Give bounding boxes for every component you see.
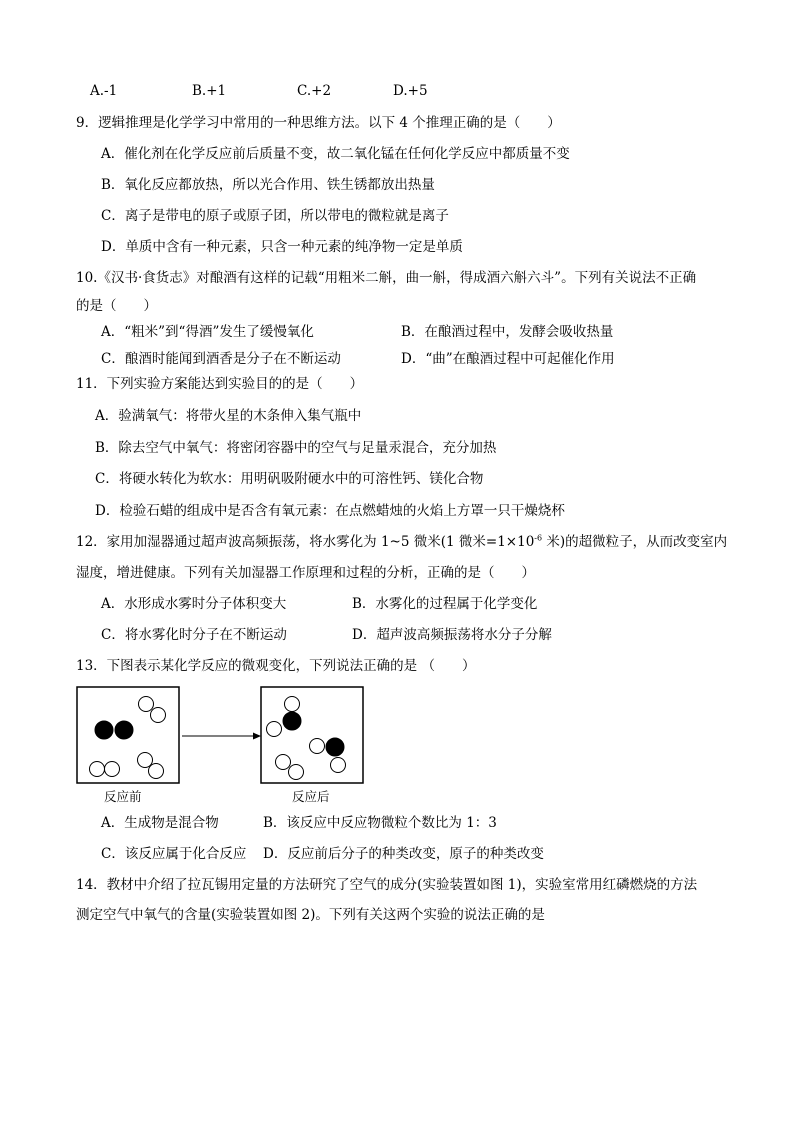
q12-option-d: D．超声波高频振荡将水分子分解 bbox=[352, 627, 552, 643]
black-atom bbox=[115, 721, 133, 739]
white-atom bbox=[105, 762, 120, 777]
q13-stem: 13．下图表示某化学反应的微观变化，下列说法正确的是 （ ） bbox=[76, 658, 476, 674]
q14-stem-line1: 14．教材中介绍了拉瓦锡用定量的方法研究了空气的成分(实验装置如图 1)，实验室常用红磷燃烧的方法 bbox=[76, 877, 698, 893]
q12-stem-line1-b: 米)的超微粒子，从而改变室内 bbox=[542, 534, 728, 550]
q8-option-b: B.+1 bbox=[192, 83, 227, 99]
q14-stem-line2: 测定空气中氧气的含量(实验装置如图 2)。下列有关这两个实验的说法正确的是 bbox=[76, 907, 545, 923]
q13-option-b: B．该反应中反应物微粒个数比为 1：3 bbox=[263, 815, 497, 831]
label-before-reaction: 反应前 bbox=[104, 789, 142, 804]
q10-option-c: C．酿酒时能闻到酒香是分子在不断运动 bbox=[101, 351, 341, 367]
white-atom bbox=[285, 697, 300, 712]
black-atom bbox=[283, 712, 301, 730]
q12-option-a: A．水形成水雾时分子体积变大 bbox=[101, 596, 287, 612]
white-atom bbox=[151, 708, 166, 723]
black-atom bbox=[95, 721, 113, 739]
q9-option-c: C．离子是带电的原子或原子团，所以带电的微粒就是离子 bbox=[101, 208, 449, 224]
q8-option-d: D.+5 bbox=[393, 83, 428, 99]
q11-stem: 11．下列实验方案能达到实验目的的是（ ） bbox=[76, 376, 364, 392]
q8-option-a: A.-1 bbox=[90, 83, 118, 99]
q12-option-b: B．水雾化的过程属于化学变化 bbox=[352, 596, 538, 612]
q12-stem-line1 bbox=[76, 533, 727, 551]
white-atom bbox=[331, 758, 346, 773]
q12-stem-line1-a: 12．家用加湿器通过超声波高频振荡，将水雾化为 1~5 微米(1 微米=1×10 bbox=[76, 534, 535, 550]
white-atom bbox=[276, 755, 291, 770]
white-atom bbox=[149, 764, 164, 779]
white-atom bbox=[267, 722, 282, 737]
q10-stem-line2: 的是（ ） bbox=[76, 298, 157, 314]
q11-option-a: A．验满氧气：将带火星的木条伸入集气瓶中 bbox=[95, 408, 362, 424]
q9-option-b: B．氧化反应都放热，所以光合作用、铁生锈都放出热量 bbox=[101, 177, 435, 193]
black-atom bbox=[326, 738, 344, 756]
q12-stem-line2: 湿度，增进健康。下列有关加湿器工作原理和过程的分析，正确的是（ ） bbox=[76, 565, 535, 581]
q13-option-d: D．反应前后分子的种类改变，原子的种类改变 bbox=[263, 846, 544, 862]
reaction-arrow-head bbox=[253, 733, 261, 740]
q10-option-b: B．在酿酒过程中，发酵会吸收热量 bbox=[401, 324, 614, 340]
q13-option-c: C．该反应属于化合反应 bbox=[101, 846, 247, 862]
white-atom bbox=[289, 765, 304, 780]
white-atom bbox=[138, 753, 153, 768]
q12-option-c: C．将水雾化时分子在不断运动 bbox=[101, 627, 287, 643]
q11-option-d: D．检验石蜡的组成中是否含有氧元素：在点燃蜡烛的火焰上方罩一只干燥烧杯 bbox=[95, 503, 565, 519]
q11-option-b: B．除去空气中氧气：将密闭容器中的空气与足量汞混合，充分加热 bbox=[95, 440, 497, 456]
white-atom bbox=[139, 697, 154, 712]
q9-stem: 9．逻辑推理是化学学习中常用的一种思维方法。以下 4 个推理正确的是（ ） bbox=[76, 115, 561, 131]
q12-exponent: -6 bbox=[534, 533, 543, 543]
q8-option-c: C.+2 bbox=[297, 83, 332, 99]
reaction-diagram bbox=[76, 686, 366, 786]
q9-option-d: D．单质中含有一种元素，只含一种元素的纯净物一定是单质 bbox=[101, 239, 463, 255]
white-atom bbox=[90, 762, 105, 777]
q11-option-c: C．将硬水转化为软水：用明矾吸附硬水中的可溶性钙、镁化合物 bbox=[95, 471, 484, 487]
label-after-reaction: 反应后 bbox=[292, 789, 330, 804]
white-atom bbox=[310, 739, 325, 754]
q10-option-a: A．“粗米”到“得酒”发生了缓慢氧化 bbox=[101, 324, 314, 340]
q13-option-a: A．生成物是混合物 bbox=[101, 815, 219, 831]
q9-option-a: A．催化剂在化学反应前后质量不变，故二氧化锰在任何化学反应中都质量不变 bbox=[101, 146, 570, 162]
q10-stem-line1: 10.《汉书·食货志》对酿酒有这样的记载“用粗米二斛，曲一斛，得成酒六斛六斗”。下列有关说法不正确 bbox=[76, 270, 697, 286]
q10-option-d: D．“曲”在酿酒过程中可起催化作用 bbox=[401, 351, 615, 367]
